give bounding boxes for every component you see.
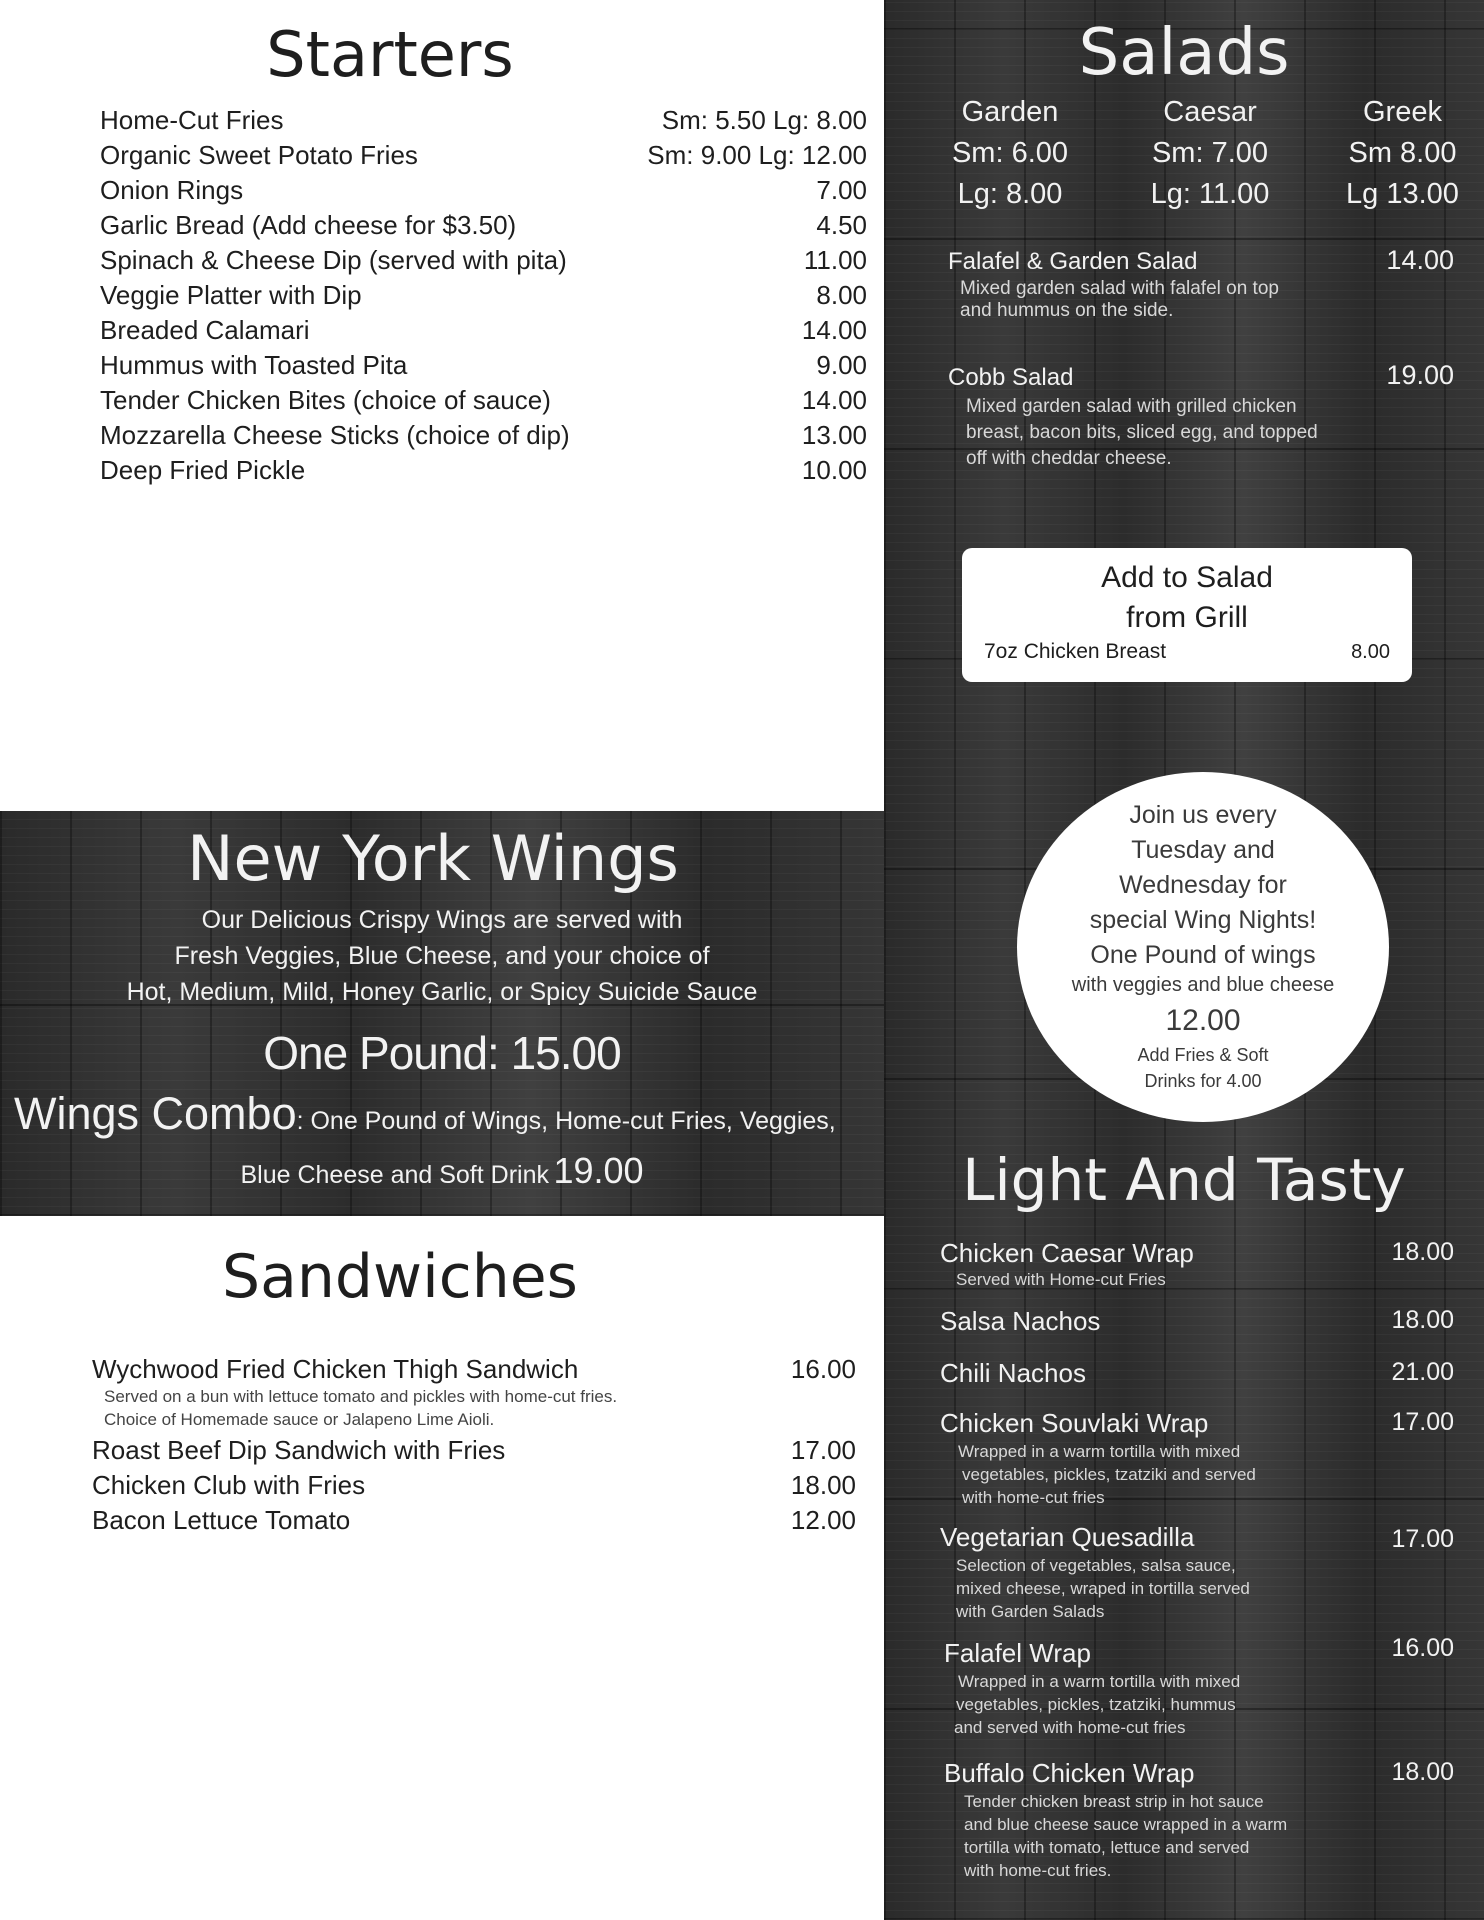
salad-type-lg: Lg 13.00 — [1346, 178, 1459, 210]
wings-combo-desc: Blue Cheese and Soft Drink — [240, 1161, 549, 1189]
wing-nights-line: special Wing Nights! — [1089, 906, 1317, 934]
list-item: Onion Rings 7.00 — [100, 175, 867, 205]
salad-type-lg: Lg: 8.00 — [957, 178, 1063, 210]
wing-nights-line: One Pound of wings — [1090, 941, 1316, 969]
item-desc: Served on a bun with lettuce tomato and pickles with home-cut fries. Choice of Homemade sauce or Jalapeno Lime Aioli. — [104, 1387, 618, 1429]
wing-nights-line: with veggies and blue cheese — [1071, 974, 1335, 996]
wing-nights-circle — [1017, 772, 1389, 1122]
salads-title: Salads — [1078, 16, 1290, 90]
list-item: Home-Cut Fries Sm: 5.50 Lg: 8.00 — [100, 105, 867, 135]
wings-combo-desc: : One Pound of Wings, Home-cut Fries, Veggies, — [296, 1107, 836, 1135]
salad-type-sm: Sm 8.00 — [1348, 137, 1457, 169]
salad-type-lg: Lg: 11.00 — [1150, 178, 1270, 210]
item-desc: Mixed garden salad with falafel on top and hummus on the side. — [960, 278, 1279, 321]
wings-combo-price: 19.00 — [553, 1150, 644, 1191]
salad-type-garden — [930, 92, 1090, 215]
salad-type-sm: Sm: 6.00 — [951, 137, 1069, 169]
list-item: Spinach & Cheese Dip (served with pita) 11.00 — [100, 245, 867, 275]
list-item: Roast Beef Dip Sandwich with Fries 17.00 — [92, 1435, 856, 1465]
list-item: Bacon Lettuce Tomato 12.00 — [92, 1505, 856, 1535]
list-item: Garlic Bread (Add cheese for $3.50) 4.50 — [100, 210, 867, 240]
sandwich-item — [92, 1354, 856, 1434]
list-item: Deep Fried Pickle 10.00 — [100, 455, 867, 485]
list-item: Chicken Club with Fries 18.00 — [92, 1470, 856, 1500]
sandwiches-title: Sandwiches — [222, 1242, 578, 1312]
wing-nights-line: Join us every — [1129, 801, 1277, 829]
item-price: 16.00 — [790, 1354, 856, 1384]
wing-nights-price: 12.00 — [1165, 1004, 1241, 1037]
wing-nights-line: Wednesday for — [1119, 871, 1287, 899]
wings-title: New York Wings — [187, 822, 679, 895]
wings-one-pound: One Pound: 15.00 — [263, 1027, 621, 1079]
wing-nights-add: Add Fries & Soft — [1137, 1045, 1269, 1065]
add-to-salad-item: 7oz Chicken Breast — [984, 640, 1167, 663]
list-item: Breaded Calamari 14.00 — [100, 315, 867, 345]
wing-nights-add: Drinks for 4.00 — [1144, 1071, 1262, 1091]
add-to-salad-title: Add to Salad from Grill — [1101, 561, 1273, 634]
item-name: Falafel & Garden Salad — [948, 248, 1198, 275]
item-desc: Mixed garden salad with grilled chicken breast, bacon bits, sliced egg, and topped off with cheddar cheese. — [966, 396, 1318, 469]
list-item: Tender Chicken Bites (choice of sauce) 14.00 — [100, 385, 867, 415]
salad-type-name: Greek — [1363, 96, 1442, 128]
wings-combo-line2 — [0, 1150, 884, 1192]
light-title: Light And Tasty — [962, 1146, 1406, 1214]
item-name: Wychwood Fried Chicken Thigh Sandwich — [92, 1354, 579, 1384]
salad-type-name: Garden — [961, 96, 1059, 128]
wings-description: Our Delicious Crispy Wings are served with Fresh Veggies, Blue Cheese, and your choice of Hot, Medium, Mild, Honey Garlic, or Spicy Suicide Sauce — [126, 906, 758, 1006]
item-price: 19.00 — [1386, 360, 1454, 390]
add-to-salad-price: 8.00 — [1351, 641, 1390, 663]
add-to-salad-box — [962, 548, 1412, 682]
starters-title: Starters — [266, 18, 514, 91]
salad-type-greek — [1320, 92, 1484, 215]
list-item: Mozzarella Cheese Sticks (choice of dip) 13.00 — [100, 420, 867, 450]
salad-type-name: Caesar — [1163, 96, 1257, 128]
list-item: Hummus with Toasted Pita 9.00 — [100, 350, 867, 380]
wings-combo-title: Wings Combo — [14, 1088, 297, 1139]
item-name: Cobb Salad — [948, 364, 1074, 391]
list-item: Veggie Platter with Dip 8.00 — [100, 280, 867, 310]
item-price: 14.00 — [1386, 245, 1454, 275]
salad-type-sm: Sm: 7.00 — [1151, 137, 1269, 169]
list-item: Organic Sweet Potato Fries Sm: 9.00 Lg: 12.00 — [100, 140, 867, 170]
salad-type-caesar — [1130, 92, 1290, 215]
wings-combo — [14, 1088, 836, 1140]
wing-nights-line: Tuesday and — [1131, 836, 1275, 864]
starters-section — [0, 0, 884, 811]
